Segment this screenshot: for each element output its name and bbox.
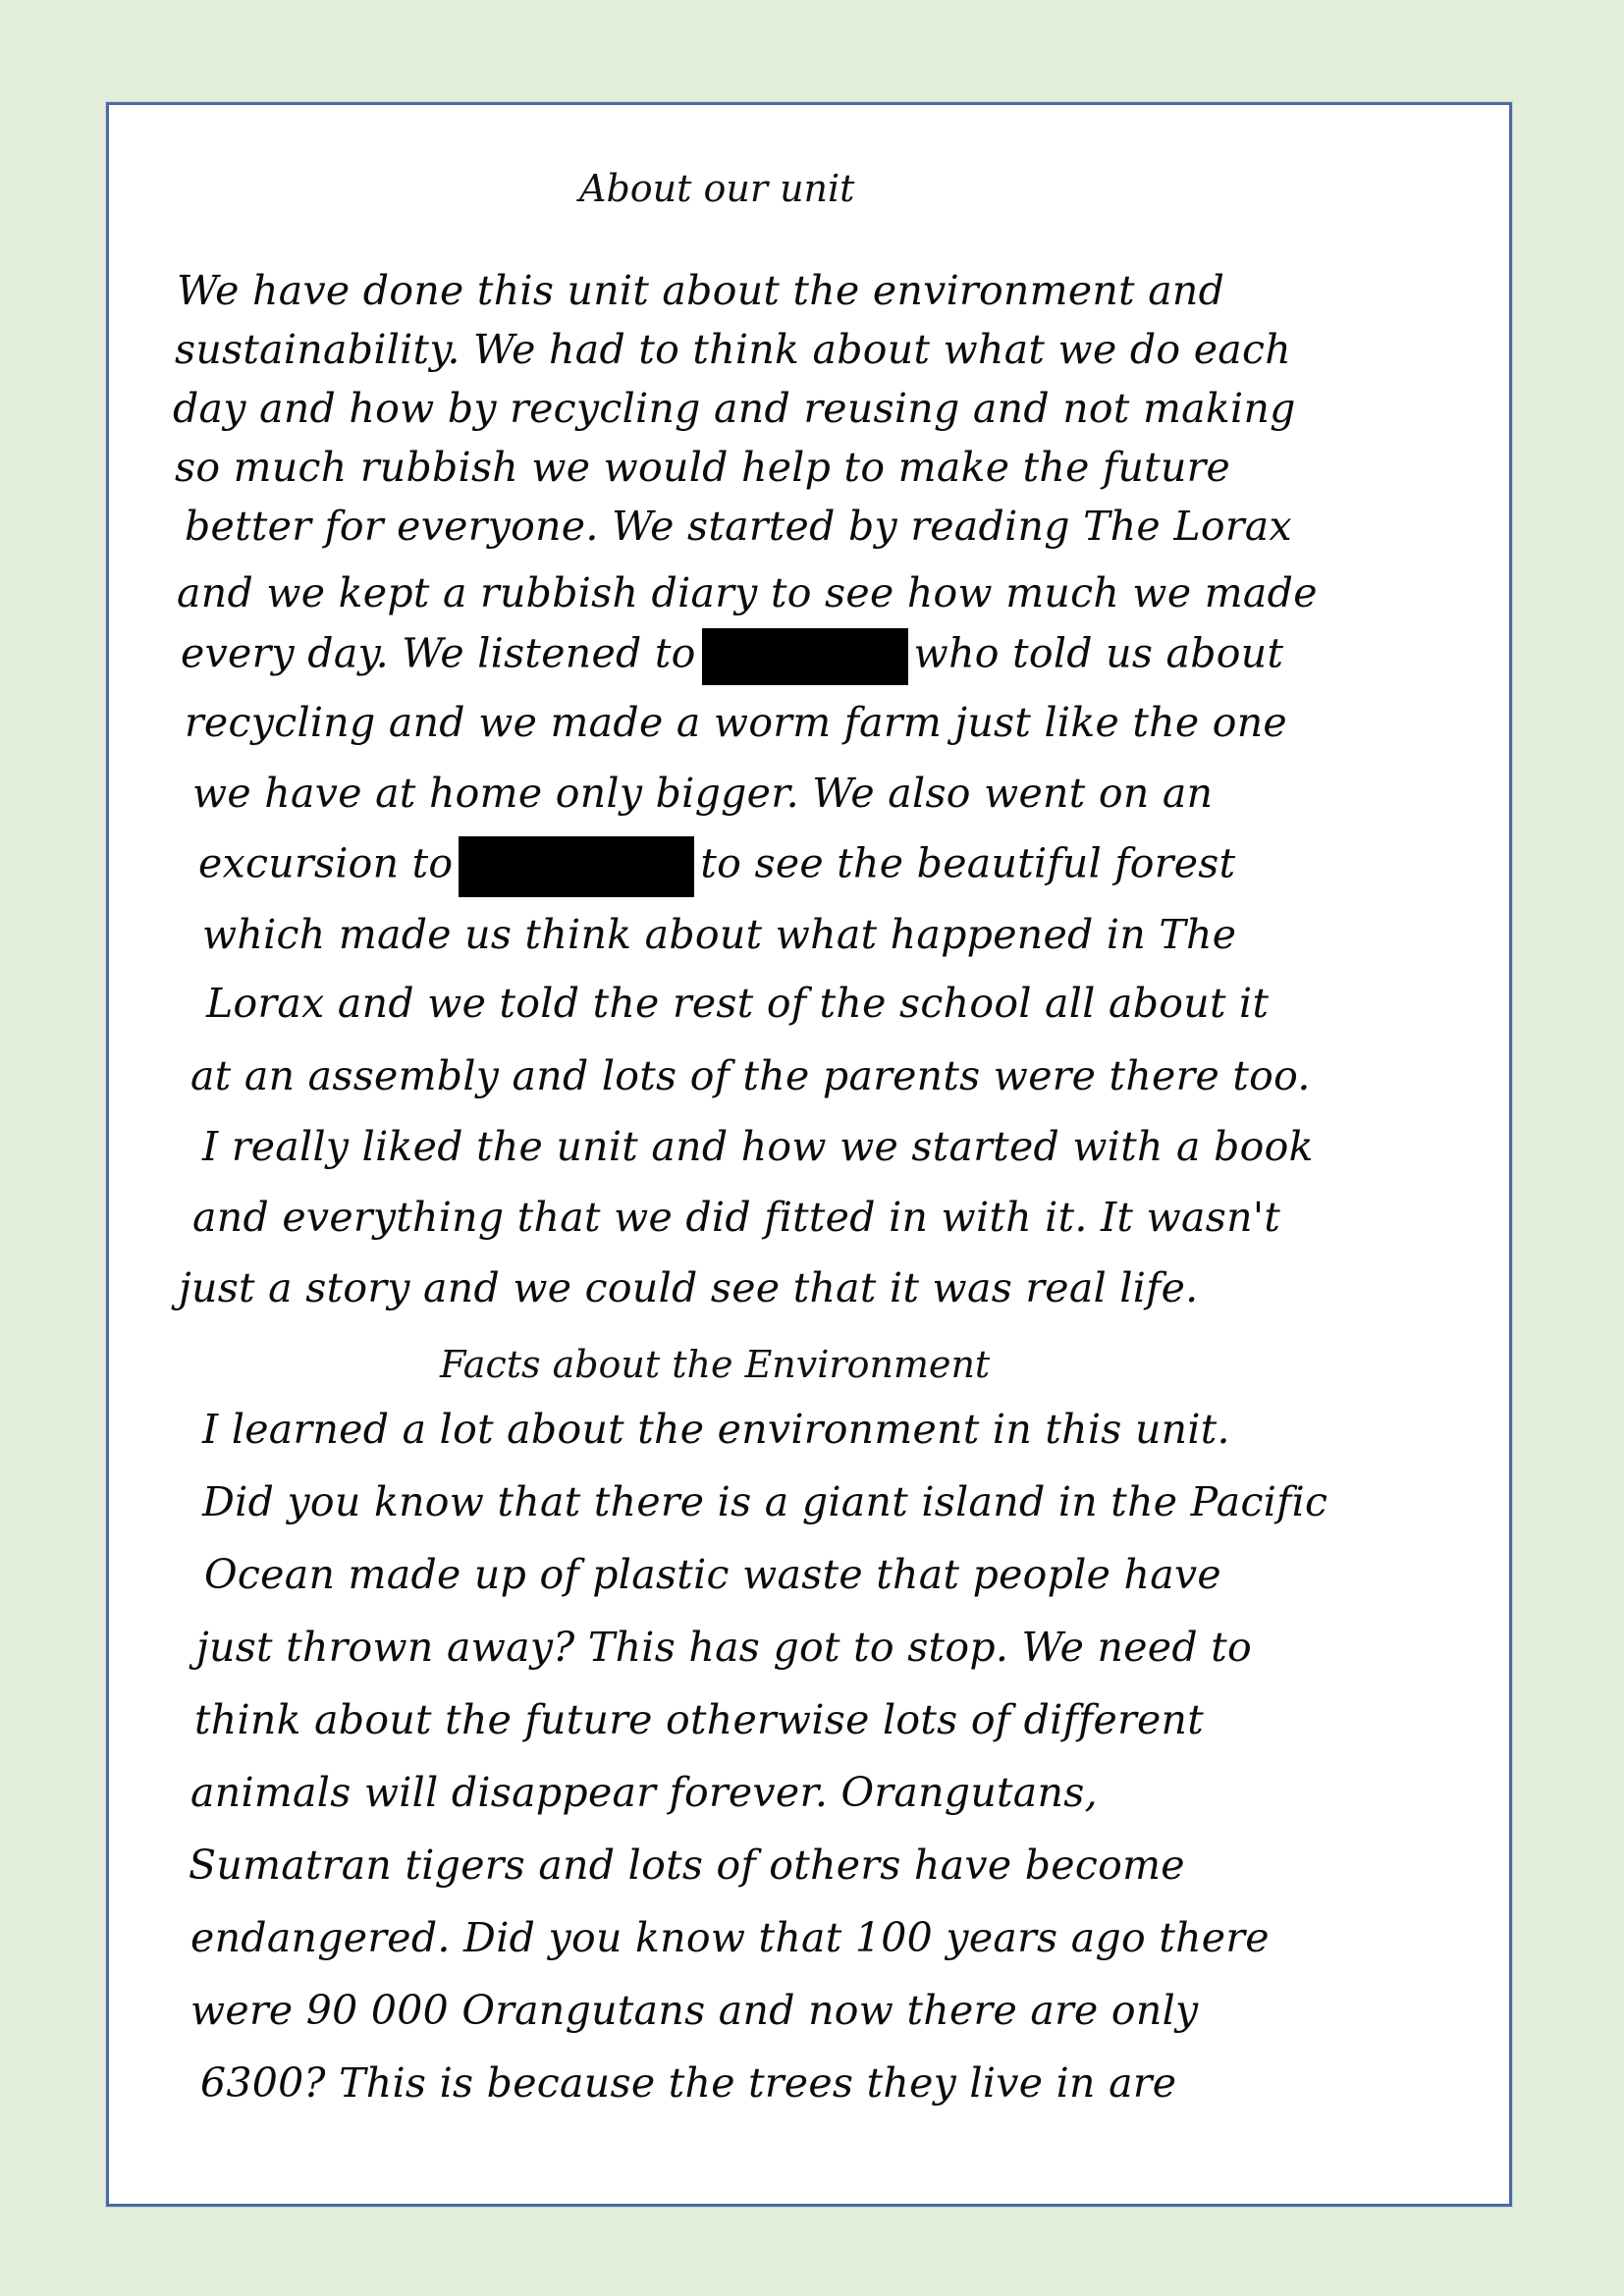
redaction-block (459, 836, 694, 897)
text-fragment: who told us about (913, 629, 1284, 677)
text-line: I learned a lot about the environment in this unit. (202, 1406, 1230, 1453)
text-line: at an assembly and lots of the parents were there too. (190, 1052, 1311, 1099)
text-line: and we kept a rubbish diary to see how much we made (177, 569, 1318, 616)
text-line: 6300? This is because the trees they live in are (200, 2059, 1177, 2107)
text-line: Lorax and we told the rest of the school all about it (206, 980, 1270, 1027)
text-line: think about the future otherwise lots of different (194, 1696, 1205, 1743)
text-fragment: every day. We listened to (181, 629, 696, 677)
text-fragment: to see the beautiful forest (700, 839, 1236, 887)
text-line: which made us think about what happened in The (202, 911, 1237, 958)
heading-about-unit: About our unit (579, 167, 855, 210)
text-line: just thrown away? This has got to stop. We need to (196, 1624, 1252, 1671)
text-line: were 90 000 Orangutans and now there are only (190, 1987, 1199, 2034)
text-line: better for everyone. We started by reading The Lorax (185, 503, 1292, 550)
text-line: Ocean made up of plastic waste that people have (204, 1551, 1221, 1598)
text-line: we have at home only bigger. We also went on an (192, 770, 1214, 817)
text-line: animals will disappear forever. Orangutans, (190, 1769, 1098, 1816)
text-line (198, 836, 1235, 897)
text-line: day and how by recycling and reusing and not making (173, 385, 1296, 432)
text-line: recycling and we made a worm farm just like the one (185, 699, 1287, 746)
heading-facts: Facts about the Environment (440, 1343, 991, 1386)
text-line: I really liked the unit and how we started with a book (202, 1123, 1314, 1170)
text-line: sustainability. We had to think about what we do each (175, 326, 1291, 373)
text-line: Sumatran tigers and lots of others have become (189, 1842, 1185, 1889)
text-line: endangered. Did you know that 100 years ago there (190, 1914, 1270, 1961)
text-line: Did you know that there is a giant island in the Pacific (202, 1478, 1328, 1525)
text-fragment: excursion to (198, 839, 454, 887)
text-line: just a story and we could see that it was real life. (179, 1264, 1199, 1311)
text-line: so much rubbish we would help to make the future (175, 444, 1231, 491)
text-line: and everything that we did fitted in with it. It wasn't (192, 1194, 1281, 1241)
redaction-block (702, 628, 908, 685)
text-line (181, 628, 1283, 685)
text-line: We have done this unit about the environment and (177, 267, 1225, 314)
